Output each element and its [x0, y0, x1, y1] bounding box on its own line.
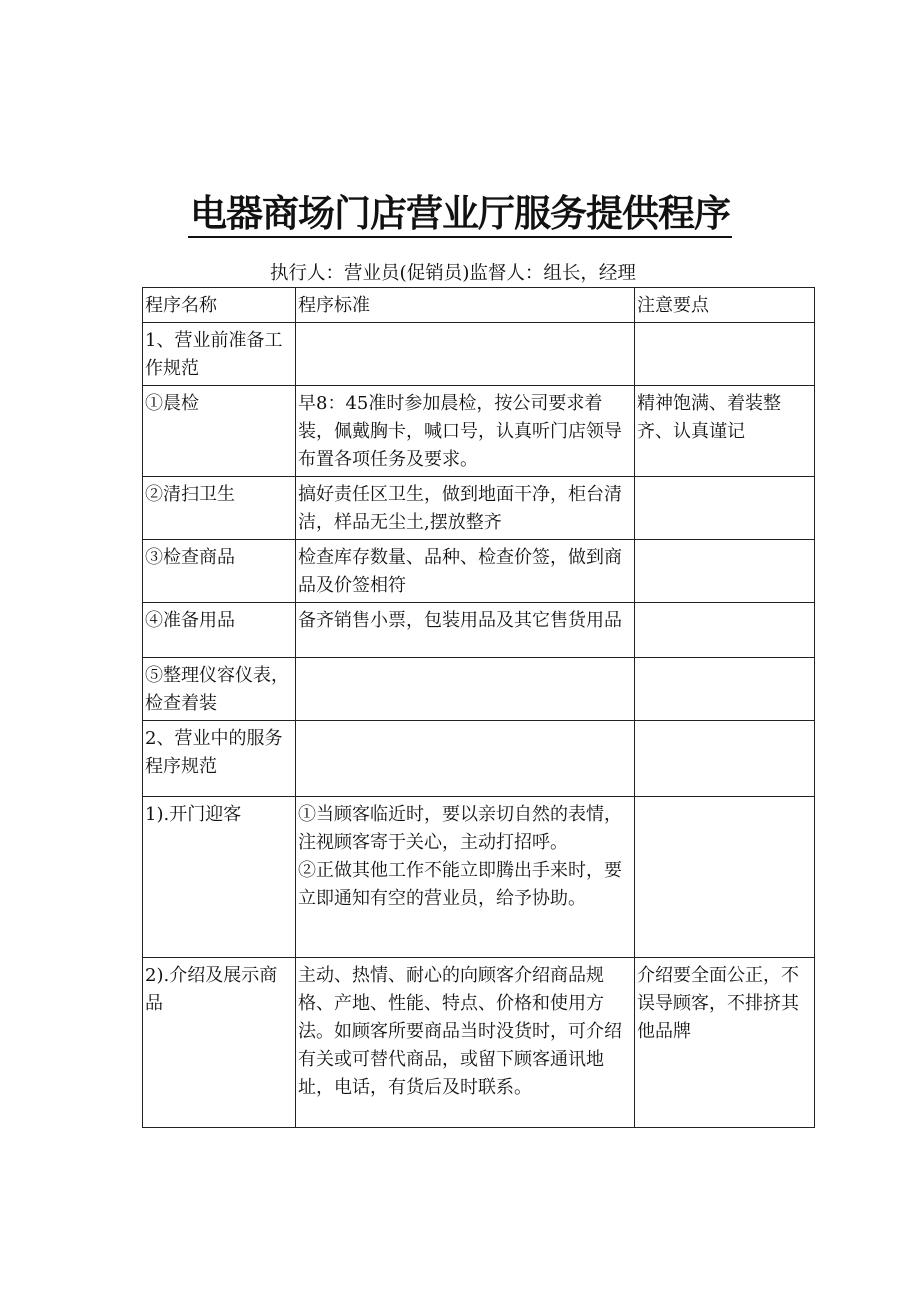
row-name: ③检查商品	[143, 540, 296, 603]
page-title-text: 电器商场门店营业厅服务提供程序	[188, 192, 732, 238]
row-notes	[635, 603, 815, 658]
row-notes	[635, 477, 815, 540]
table-row	[143, 721, 815, 797]
row-standard	[296, 721, 635, 797]
header-procedure-standard: 程序标准	[296, 288, 635, 323]
table-row	[143, 797, 815, 958]
header-procedure-name: 程序名称	[143, 288, 296, 323]
standard-paragraph: ②正做其他工作不能立即腾出手来时，要立即通知有空的营业员，给予协助。	[298, 860, 622, 909]
row-standard	[296, 797, 635, 958]
row-notes	[635, 540, 815, 603]
standard-paragraph: 早8：45准时参加晨检，按公司要求着装，佩戴胸卡，喊口号，认真听门店领导布置各项任务及要求。	[298, 393, 622, 470]
row-standard	[296, 540, 635, 603]
row-standard	[296, 386, 635, 477]
table-header-row	[143, 288, 815, 323]
table-row	[143, 540, 815, 603]
standard-paragraph: 检查库存数量、品种、检查价签，做到商品及价签相符	[298, 547, 622, 596]
table-row	[143, 323, 815, 386]
row-notes	[635, 658, 815, 721]
table-row	[143, 658, 815, 721]
table-row	[143, 477, 815, 540]
table-row	[143, 386, 815, 477]
row-name: 2).介绍及展示商品	[143, 958, 296, 1128]
page-title	[0, 183, 920, 237]
row-standard	[296, 323, 635, 386]
standard-paragraph: 搞好责任区卫生，做到地面干净，柜台清洁，样品无尘土,摆放整齐	[298, 484, 622, 533]
standard-paragraph: 备齐销售小票，包装用品及其它售货用品	[298, 610, 622, 631]
row-notes	[635, 721, 815, 797]
row-name: 1).开门迎客	[143, 797, 296, 958]
procedure-table	[142, 287, 815, 1128]
row-standard	[296, 658, 635, 721]
row-standard	[296, 603, 635, 658]
standard-paragraph: ①当顾客临近时，要以亲切自然的表情，注视顾客寄于关心，主动打招呼。	[298, 804, 622, 853]
table-row	[143, 958, 815, 1128]
row-standard	[296, 477, 635, 540]
row-notes	[635, 797, 815, 958]
row-name: 2、营业中的服务程序规范	[143, 721, 296, 797]
header-notes: 注意要点	[635, 288, 815, 323]
row-name: ②清扫卫生	[143, 477, 296, 540]
table-row	[143, 603, 815, 658]
row-notes	[635, 323, 815, 386]
executor-line: 执行人：营业员(促销员)监督人：组长，经理	[270, 263, 636, 284]
row-name: ①晨检	[143, 386, 296, 477]
row-standard	[296, 958, 635, 1128]
row-name: 1、营业前准备工作规范	[143, 323, 296, 386]
row-name: ⑤整理仪容仪表，检查着装	[143, 658, 296, 721]
row-notes: 精神饱满、着装整齐、认真谨记	[635, 386, 815, 477]
row-notes: 介绍要全面公正，不误导顾客，不排挤其他品牌	[635, 958, 815, 1128]
standard-paragraph: 主动、热情、耐心的向顾客介绍商品规格、产地、性能、特点、价格和使用方法。如顾客所要商品当时没货时，可介绍有关或可替代商品，或留下顾客通讯地址，电话，有货后及时联系。	[298, 965, 622, 1098]
row-name: ④准备用品	[143, 603, 296, 658]
